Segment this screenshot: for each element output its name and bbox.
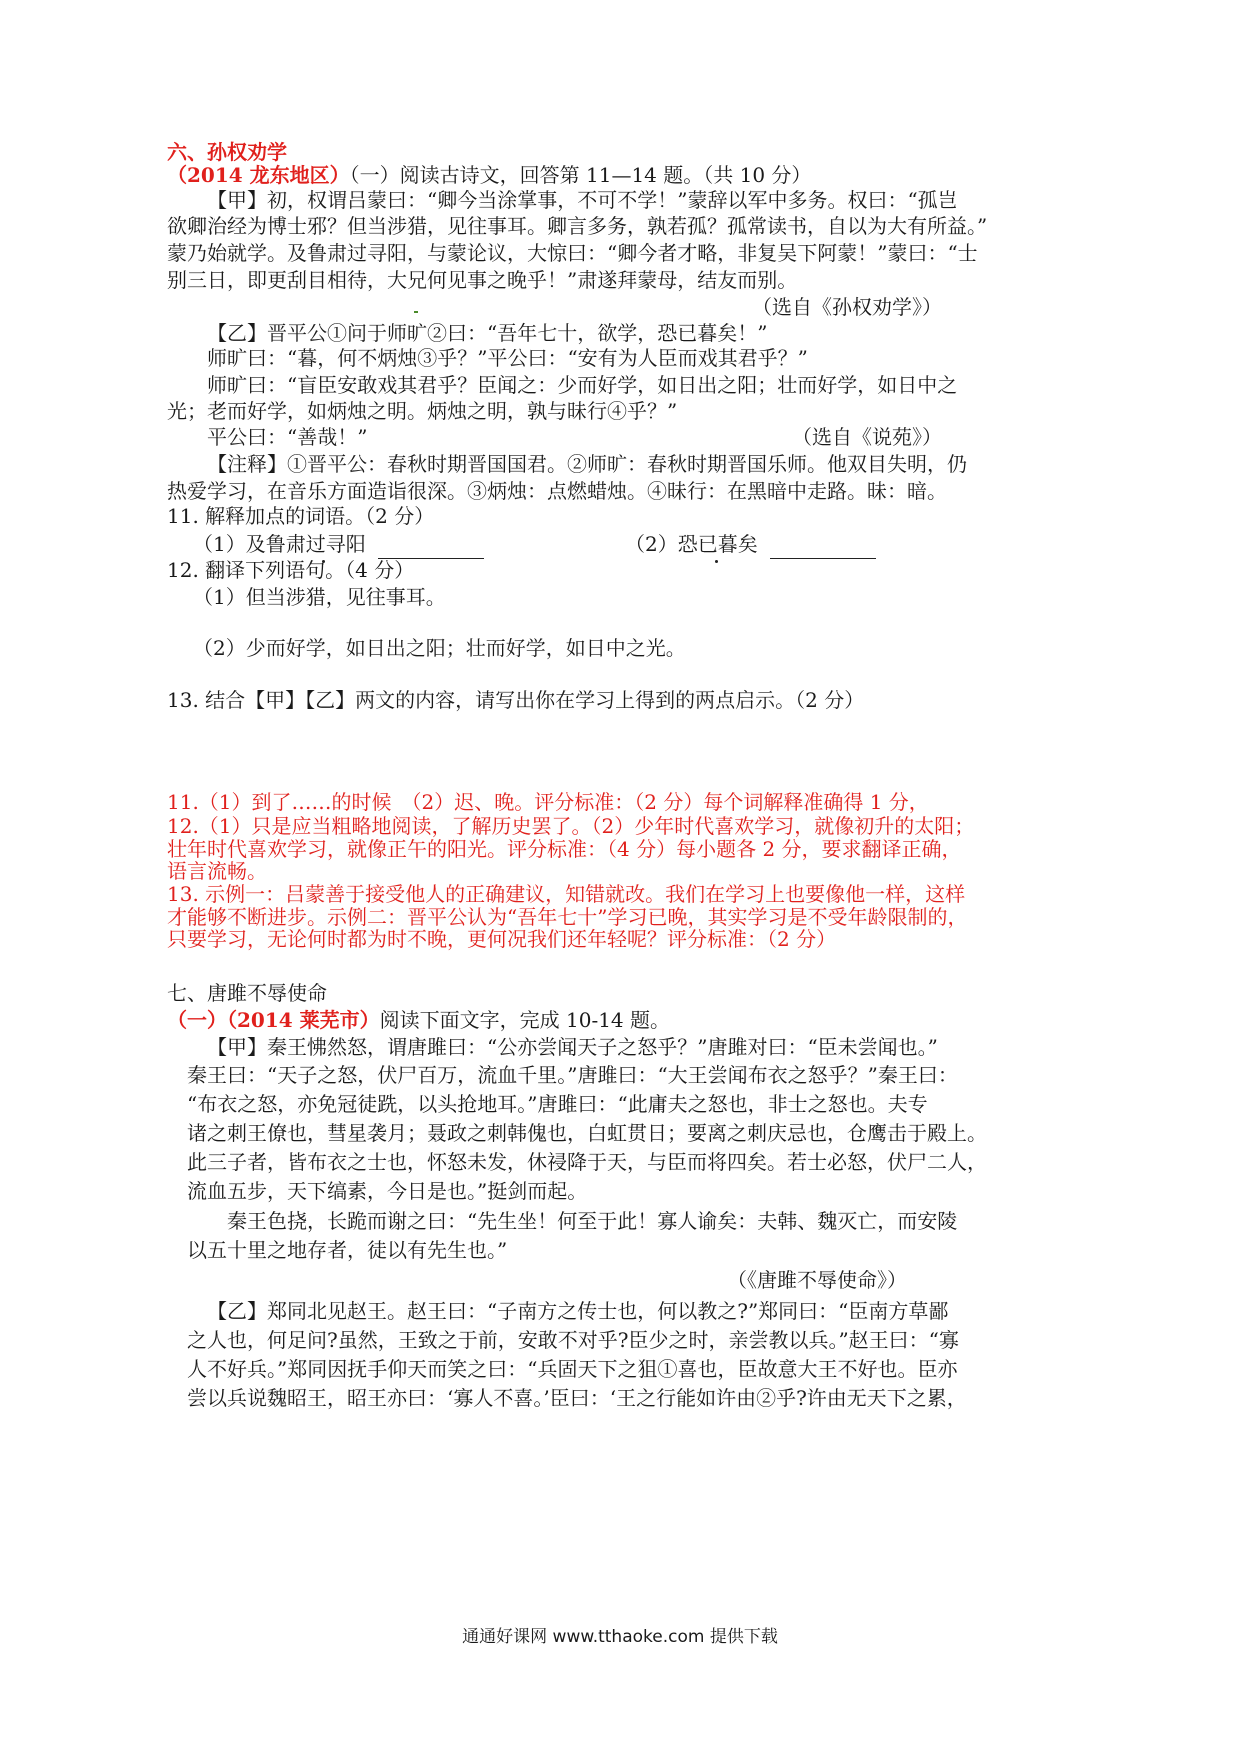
s7-yi-line-2: 之人也，何足问?虽然，王致之于前，安敢不对乎?臣少之时，亲尝教以兵。”赵王曰：“寡 xyxy=(187,1328,959,1352)
section-6-source-tag: （2014 龙东地区） xyxy=(167,163,350,187)
note-line-2: 热爱学习，在音乐方面造诣很深。③炳烛：点燃蜡烛。④昧行：在黑暗中走路。昧：暗。 xyxy=(167,479,947,503)
question-11-part-2 xyxy=(625,529,876,559)
answer-line-3: 壮年时代喜欢学习，就像正午的阳光。评分标准：（4 分）每小题各 2 分，要求翻译正确， xyxy=(167,837,962,861)
answer-line-5: 13. 示例一：吕蒙善于接受他人的正确建议，知错就改。我们在学习上也要像他一样，这样 xyxy=(167,882,966,906)
note-line-1: 【注释】①晋平公：春秋时期晋国国君。②师旷：春秋时期晋国乐师。他双目失明，仍 xyxy=(207,452,967,476)
q11-a-text: （1）及鲁肃过寻阳 xyxy=(193,532,366,556)
section-7-intro-line xyxy=(167,1005,670,1035)
yi-line-1: 【乙】晋平公①问于师旷②曰：“吾年七十，欲学，恐已暮矣！” xyxy=(207,321,768,345)
jia-line-1: 【甲】初，权谓吕蒙曰：“卿今当涂掌事，不可不学！”蒙辞以军中多务。权曰：“孤岂 xyxy=(207,188,958,212)
s7-yi-line-1: 【乙】郑同北见赵王。赵王曰：“子南方之传士也，何以教之?”郑同曰：“臣南方草鄙 xyxy=(207,1299,949,1323)
jia-line-3: 蒙乃始就学。及鲁肃过寻阳，与蒙论议，大惊曰：“卿今者才略，非复吴下阿蒙！”蒙曰：“士 xyxy=(167,241,978,265)
s7-jia-cont-line-2: 以五十里之地存者，徒以有先生也。” xyxy=(187,1238,508,1262)
section-7-intro: 阅读下面文字，完成 10-14 题。 xyxy=(379,1008,671,1032)
section-7-heading: 七、唐雎不辱使命 xyxy=(167,981,327,1005)
s7-jia-line-1: 【甲】秦王怫然怒，谓唐雎曰：“公亦尝闻天子之怒乎？”唐雎对曰：“臣未尝闻也。” xyxy=(207,1035,938,1059)
jia-line-2: 欲卿治经为博士邪？但当涉猎，见往事耳。卿言多务，孰若孤？孤常读书，自以为大有所益。” xyxy=(167,214,988,238)
yi-line-5: 平公曰：“善哉！” xyxy=(207,425,368,449)
question-12-part-1: （1）但当涉猎，见往事耳。 xyxy=(193,585,446,609)
answer-line-1: 11.（1）到了……的时候 （2）迟、晚。评分标准：（2 分）每个词解释准确得 1 分， xyxy=(167,790,929,814)
yi-line-2: 师旷曰：“暮，何不炳烛③乎？”平公曰：“安有为人臣而戏其君乎？” xyxy=(207,346,808,370)
s7-jia-line-2: 秦王曰：“天子之怒，伏尸百万，流血千里。”唐雎曰：“大王尝闻布衣之怒乎？”秦王曰： xyxy=(187,1063,958,1087)
s7-yi-line-3: 人不好兵。”郑同因抚手仰天而笑之曰：“兵固天下之狙①喜也，臣故意大王不好也。臣亦 xyxy=(187,1357,958,1381)
question-12: 12. 翻译下列语句。（4 分） xyxy=(167,558,415,582)
s7-jia-line-5: 此三子者，皆布衣之士也，怀怒未发，休祲降于天，与臣而将四矣。若士必怒，伏尸二人， xyxy=(187,1150,987,1174)
page-footer: 通通好课网 www.tthaoke.com 提供下载 xyxy=(462,1627,778,1647)
question-12-part-2: （2）少而好学，如日出之阳；壮而好学，如日中之光。 xyxy=(193,636,686,660)
yi-line-4: 光；老而好学，如炳烛之明。炳烛之明，孰与昧行④乎？” xyxy=(167,399,678,423)
answer-line-4: 语言流畅。 xyxy=(167,859,267,883)
yi-source: （选自《说苑》） xyxy=(792,425,942,449)
answer-blank-2 xyxy=(770,536,876,559)
s7-yi-line-4: 尝以兵说魏昭王，昭王亦曰：‘寡人不喜。’臣曰：‘王之行能如许由②乎?许由无天下之累， xyxy=(187,1386,967,1410)
s7-jia-line-4: 诸之刺王僚也，彗星袭月；聂政之刺韩傀也，白虹贯日；要离之刺庆忌也，仓鹰击于殿上。 xyxy=(187,1121,987,1145)
yi-line-3: 师旷曰：“盲臣安敢戏其君乎？臣闻之：少而好学，如日出之阳；壮而好学，如日中之 xyxy=(207,373,958,397)
s7-jia-line-3: “布衣之怒，亦免冠徒跣，以头抢地耳。”唐雎曰：“此庸夫之怒也，非士之怒也。夫专 xyxy=(187,1092,928,1116)
question-11: 11. 解释加点的词语。（2 分） xyxy=(167,504,435,528)
section-6-intro: （一）阅读古诗文，回答第 11—14 题。（共 10 分） xyxy=(349,163,812,187)
answer-line-7: 只要学习，无论何时都为时不晚，更何况我们还年轻呢？评分标准：（2 分） xyxy=(167,927,837,951)
answer-line-2: 12.（1）只是应当粗略地阅读，了解历史罢了。（2）少年时代喜欢学习，就像初升的太阳； xyxy=(167,814,975,838)
s7-jia-line-6: 流血五步，天下缟素，今日是也。”挺剑而起。 xyxy=(187,1179,588,1203)
section-6-heading: 六、孙权劝学 xyxy=(167,140,287,164)
jia-line-4: 别三日，即更刮目相待，大兄何见事之晚乎！”肃遂拜蒙母，结友而别。 xyxy=(167,268,798,292)
s7-jia-cont-line-1: 秦王色挠，长跪而谢之曰：“先生坐！何至于此！寡人谕矣：夫韩、魏灭亡，而安陵 xyxy=(227,1209,958,1233)
q11-b-text: （2）恐已暮矣 xyxy=(625,532,758,556)
stray-mark xyxy=(414,311,418,313)
answer-line-6: 才能够不断进步。示例二：晋平公认为“吾年七十”学习已晚，其实学习是不受年龄限制的， xyxy=(167,905,968,929)
section-7-source-tag: （一）（2014 莱芜市） xyxy=(167,1008,380,1032)
s7-jia-source: （《唐雎不辱使命》） xyxy=(727,1268,907,1292)
question-13: 13. 结合【甲】【乙】两文的内容，请写出你在学习上得到的两点启示。（2 分） xyxy=(167,688,865,712)
emphasis-dot xyxy=(715,560,718,563)
jia-source: （选自《孙权劝学》） xyxy=(752,295,942,319)
